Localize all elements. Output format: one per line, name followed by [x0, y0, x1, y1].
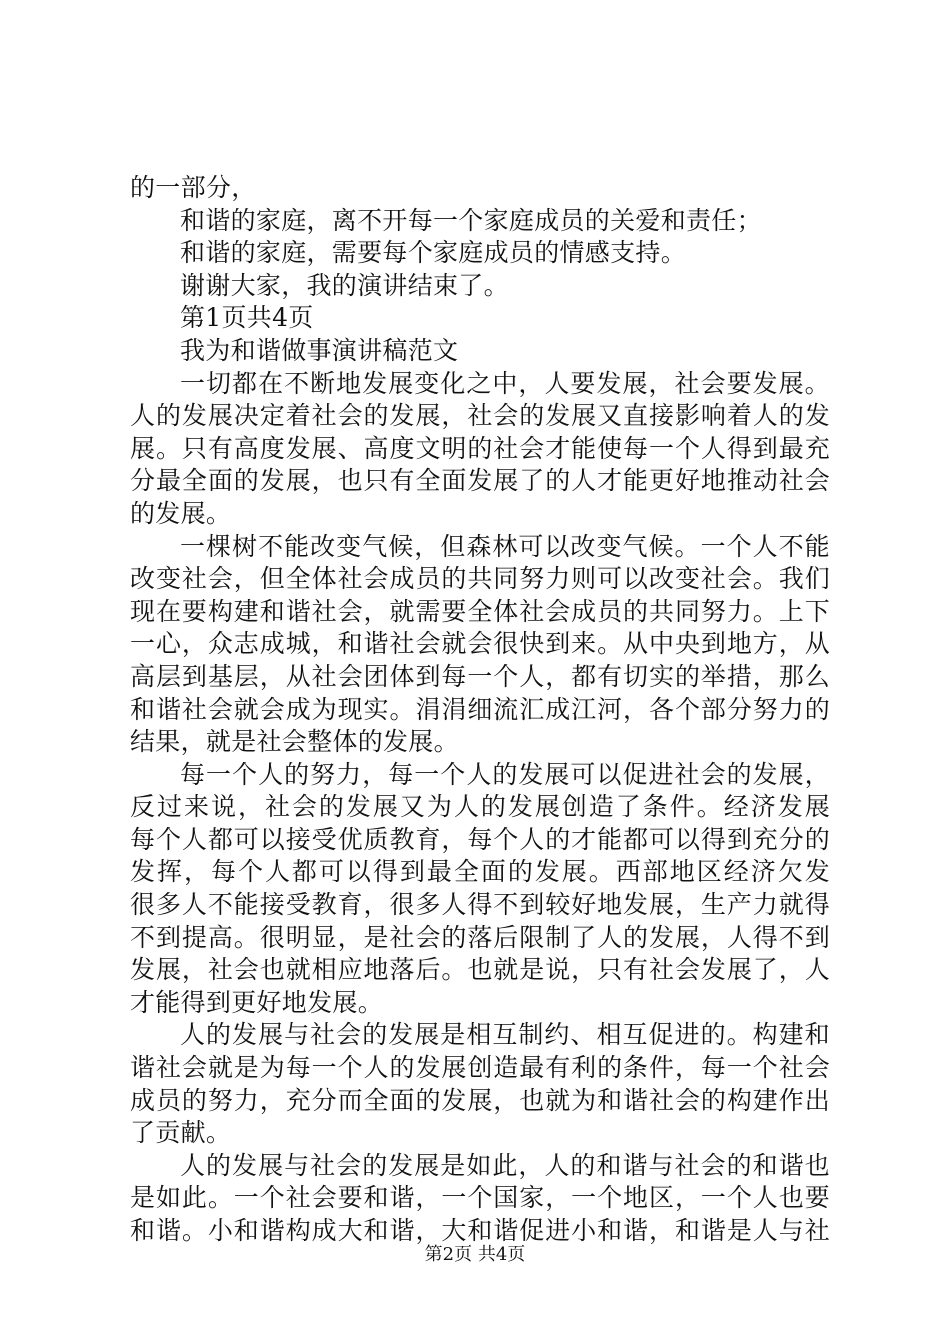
text-line: 人的发展与社会的发展是如此，人的和谐与社会的和谐也	[180, 1150, 830, 1180]
text-line: 改变社会，但全体社会成员的共同努力则可以改变社会。我们	[130, 564, 830, 594]
page-footer: 第2页 共4页	[424, 1244, 526, 1265]
text-line: 人的发展决定着社会的发展，社会的发展又直接影响着人的发	[130, 401, 830, 431]
text-line: 反过来说，社会的发展又为人的发展创造了条件。经济发展	[130, 792, 830, 822]
text-line: 和谐。小和谐构成大和谐，大和谐促进小和谐，和谐是人与社	[130, 1216, 830, 1245]
text-line: 结果，就是社会整体的发展。	[130, 727, 459, 757]
text-line: 才能得到更好地发展。	[130, 987, 384, 1017]
text-line: 展。只有高度发展、高度文明的社会才能使每一个人得到最充	[130, 433, 830, 463]
text-line: 了贡献。	[130, 1118, 232, 1148]
text-line: 不到提高。很明显，是社会的落后限制了人的发展，人得不到	[130, 922, 830, 952]
text-line: 和谐社会就会成为现实。涓涓细流汇成江河，各个部分努力的	[130, 694, 830, 724]
document-body	[130, 172, 830, 1248]
text-line: 是如此。一个社会要和谐，一个国家，一个地区，一个人也要	[130, 1183, 830, 1213]
text-line: 分最全面的发展，也只有全面发展了的人才能更好地推动社会	[130, 466, 830, 496]
text-line: 谢谢大家，我的演讲结束了。	[180, 270, 509, 300]
text-line: 每个人都可以接受优质教育，每个人的才能都可以得到充分的	[130, 824, 830, 854]
text-line: 很多人不能接受教育，很多人得不到较好地发展，生产力就得	[130, 890, 830, 920]
text-line: 成员的努力，充分而全面的发展，也就为和谐社会的构建作出	[130, 1085, 830, 1115]
text-line: 发挥，每个人都可以得到最全面的发展。西部地区经济欠发	[130, 857, 830, 887]
text-line: 现在要构建和谐社会，就需要全体社会成员的共同努力。上下	[130, 596, 830, 626]
text-line: 我为和谐做事演讲稿范文	[180, 335, 459, 365]
text-line: 人的发展与社会的发展是相互制约、相互促进的。构建和	[180, 1020, 830, 1050]
text-line: 的一部分，	[130, 173, 257, 202]
text-line: 高层到基层，从社会团体到每一个人，都有切实的举措，那么	[130, 661, 830, 691]
text-line: 每一个人的努力，每一个人的发展可以促进社会的发展，	[180, 759, 830, 789]
text-line: 的发展。	[130, 498, 232, 528]
text-line: 发展，社会也就相应地落后。也就是说，只有社会发展了，人	[130, 955, 830, 985]
text-line: 一切都在不断地发展变化之中，人要发展，社会要发展。	[180, 368, 830, 398]
text-line: 第1页共4页	[180, 303, 314, 333]
text-line: 谐社会就是为每一个人的发展创造最有利的条件，每一个社会	[130, 1053, 830, 1083]
text-line: 一棵树不能改变气候，但森林可以改变气候。一个人不能	[180, 531, 830, 561]
text-line: 一心，众志成城，和谐社会就会很快到来。从中央到地方，从	[130, 629, 830, 659]
text-line: 和谐的家庭，离不开每一个家庭成员的关爱和责任；	[180, 205, 762, 235]
text-line: 和谐的家庭，需要每个家庭成员的情感支持。	[180, 238, 687, 268]
